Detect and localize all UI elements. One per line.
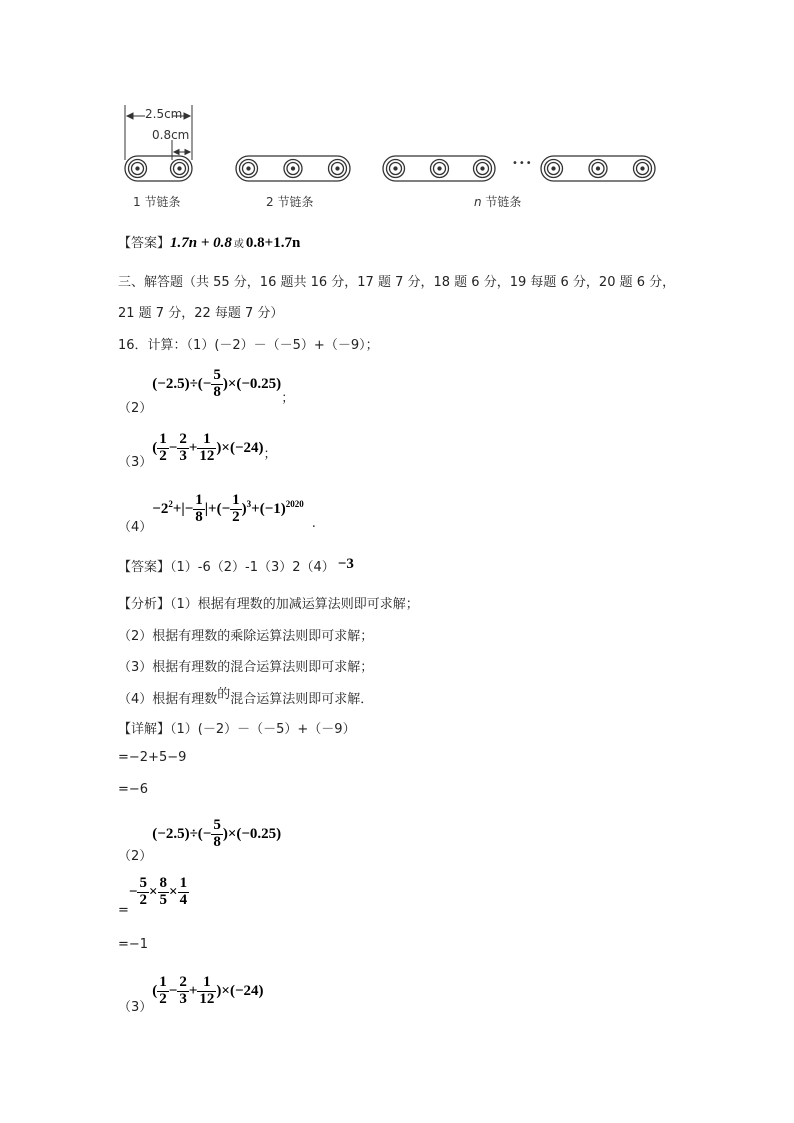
detail-l1: （1）(－2）－（－5）+（－9） (170, 722, 356, 737)
answer-16 (118, 556, 354, 576)
detail-line1 (118, 718, 356, 737)
analysis-l4a: （4）根据有理数 (118, 692, 218, 707)
chain-n-label (474, 193, 521, 210)
analysis-line2: （2）根据有理数的乘除运算法则即可求解； (118, 629, 374, 644)
chain-n-left (383, 156, 495, 181)
q16-part4 (118, 492, 316, 535)
chain-2-label: 2 节链条 (266, 195, 314, 209)
analysis-l4b: 的 (217, 687, 231, 702)
analysis-line1 (118, 593, 419, 612)
part3-expr: ( $\frac{1}{2}$ − $\frac{2}{3}$ + $\frac{1}{12}$ )×(−24) (152, 431, 264, 464)
detail-part2 (118, 817, 282, 864)
answer-or: 或 (233, 239, 244, 250)
answer-15 (118, 232, 300, 252)
detail-p2-label: （2） (118, 848, 153, 864)
chain-n-right (541, 156, 655, 181)
detail-eq: = (118, 902, 129, 918)
part2-expr: (−2.5)÷(− $\frac{5}{8}$ )×(−0.25) (152, 367, 282, 400)
part2-label: （2） (118, 400, 153, 416)
detail-p3-expr: ( $\frac{1}{2}$ − $\frac{2}{3}$ + $\frac{1}{12}$ )×(−24) (152, 974, 264, 1007)
part2-semi: ； (281, 390, 295, 406)
answer16-text: （1）-6（2）-1（3）2（4） (170, 560, 335, 575)
q16-intro: 16．计算：（1）(－2）－（－5）+（－9）； (118, 338, 379, 353)
ellipsis-dots: ••• (512, 158, 533, 169)
analysis-l1: （1）根据有理数的加减运算法则即可求解； (170, 597, 419, 612)
answer16-last: −3 (337, 556, 354, 572)
part4-expr: $-2^2+|-$ $\frac{1}{8}$ |+(− $\frac{1}{2}$ )$^3+(-1)^{2020}$ (152, 492, 304, 525)
detail-line5: =−1 (118, 937, 149, 952)
q16-part3 (118, 431, 277, 470)
part4-period: . (311, 515, 316, 531)
chain-n-text: 节链条 (481, 195, 522, 209)
n-var: n (474, 195, 482, 209)
dim-inner-label: 0.8cm (152, 128, 190, 142)
analysis-tag: 【分析】 (118, 597, 171, 612)
answer16-tag: 【答案】 (118, 560, 171, 575)
answer-expr-1: 1.7n + 0.8 (170, 235, 232, 251)
part3-label: （3） (118, 454, 153, 470)
chain-1-label: 1 节链条 (133, 195, 181, 209)
detail-p2-expr: (−2.5)÷(− $\frac{5}{8}$ )×(−0.25) (152, 817, 282, 850)
detail-p3-label: （3） (118, 999, 153, 1015)
part3-semi: ； (263, 446, 277, 462)
section-heading-line1: 三、解答题（共 55 分，16 题共 16 分，17 题 7 分，18 题 6 分，19 每题 6 分，20 题 6 分， (118, 275, 676, 290)
section-heading-line2: 21 题 7 分，22 每题 7 分） (118, 306, 284, 321)
q16-part2 (118, 367, 295, 416)
chain-1 (125, 156, 192, 181)
chain-2 (236, 156, 350, 181)
part4-label: （4） (118, 519, 153, 535)
detail-step-expr: − $\frac{5}{2}$ × $\frac{8}{5}$ × $\frac{1}{4}$ (128, 875, 188, 908)
analysis-line4 (118, 688, 373, 707)
dim-outer-label: 2.5cm (145, 107, 183, 121)
detail-part3 (118, 974, 264, 1015)
detail-line2: =−2+5−9 (118, 750, 187, 765)
detail-tag: 【详解】 (118, 722, 171, 737)
detail-part2-step (118, 875, 189, 918)
answer-expr-2: 0.8+1.7n (245, 235, 301, 251)
chain-figure (115, 100, 675, 220)
detail-line3: =−6 (118, 782, 149, 797)
answer-tag: 【答案】 (118, 236, 171, 251)
analysis-l4c: 混合运算法则即可求解． (230, 692, 374, 707)
analysis-line3: （3）根据有理数的混合运算法则即可求解； (118, 660, 374, 675)
